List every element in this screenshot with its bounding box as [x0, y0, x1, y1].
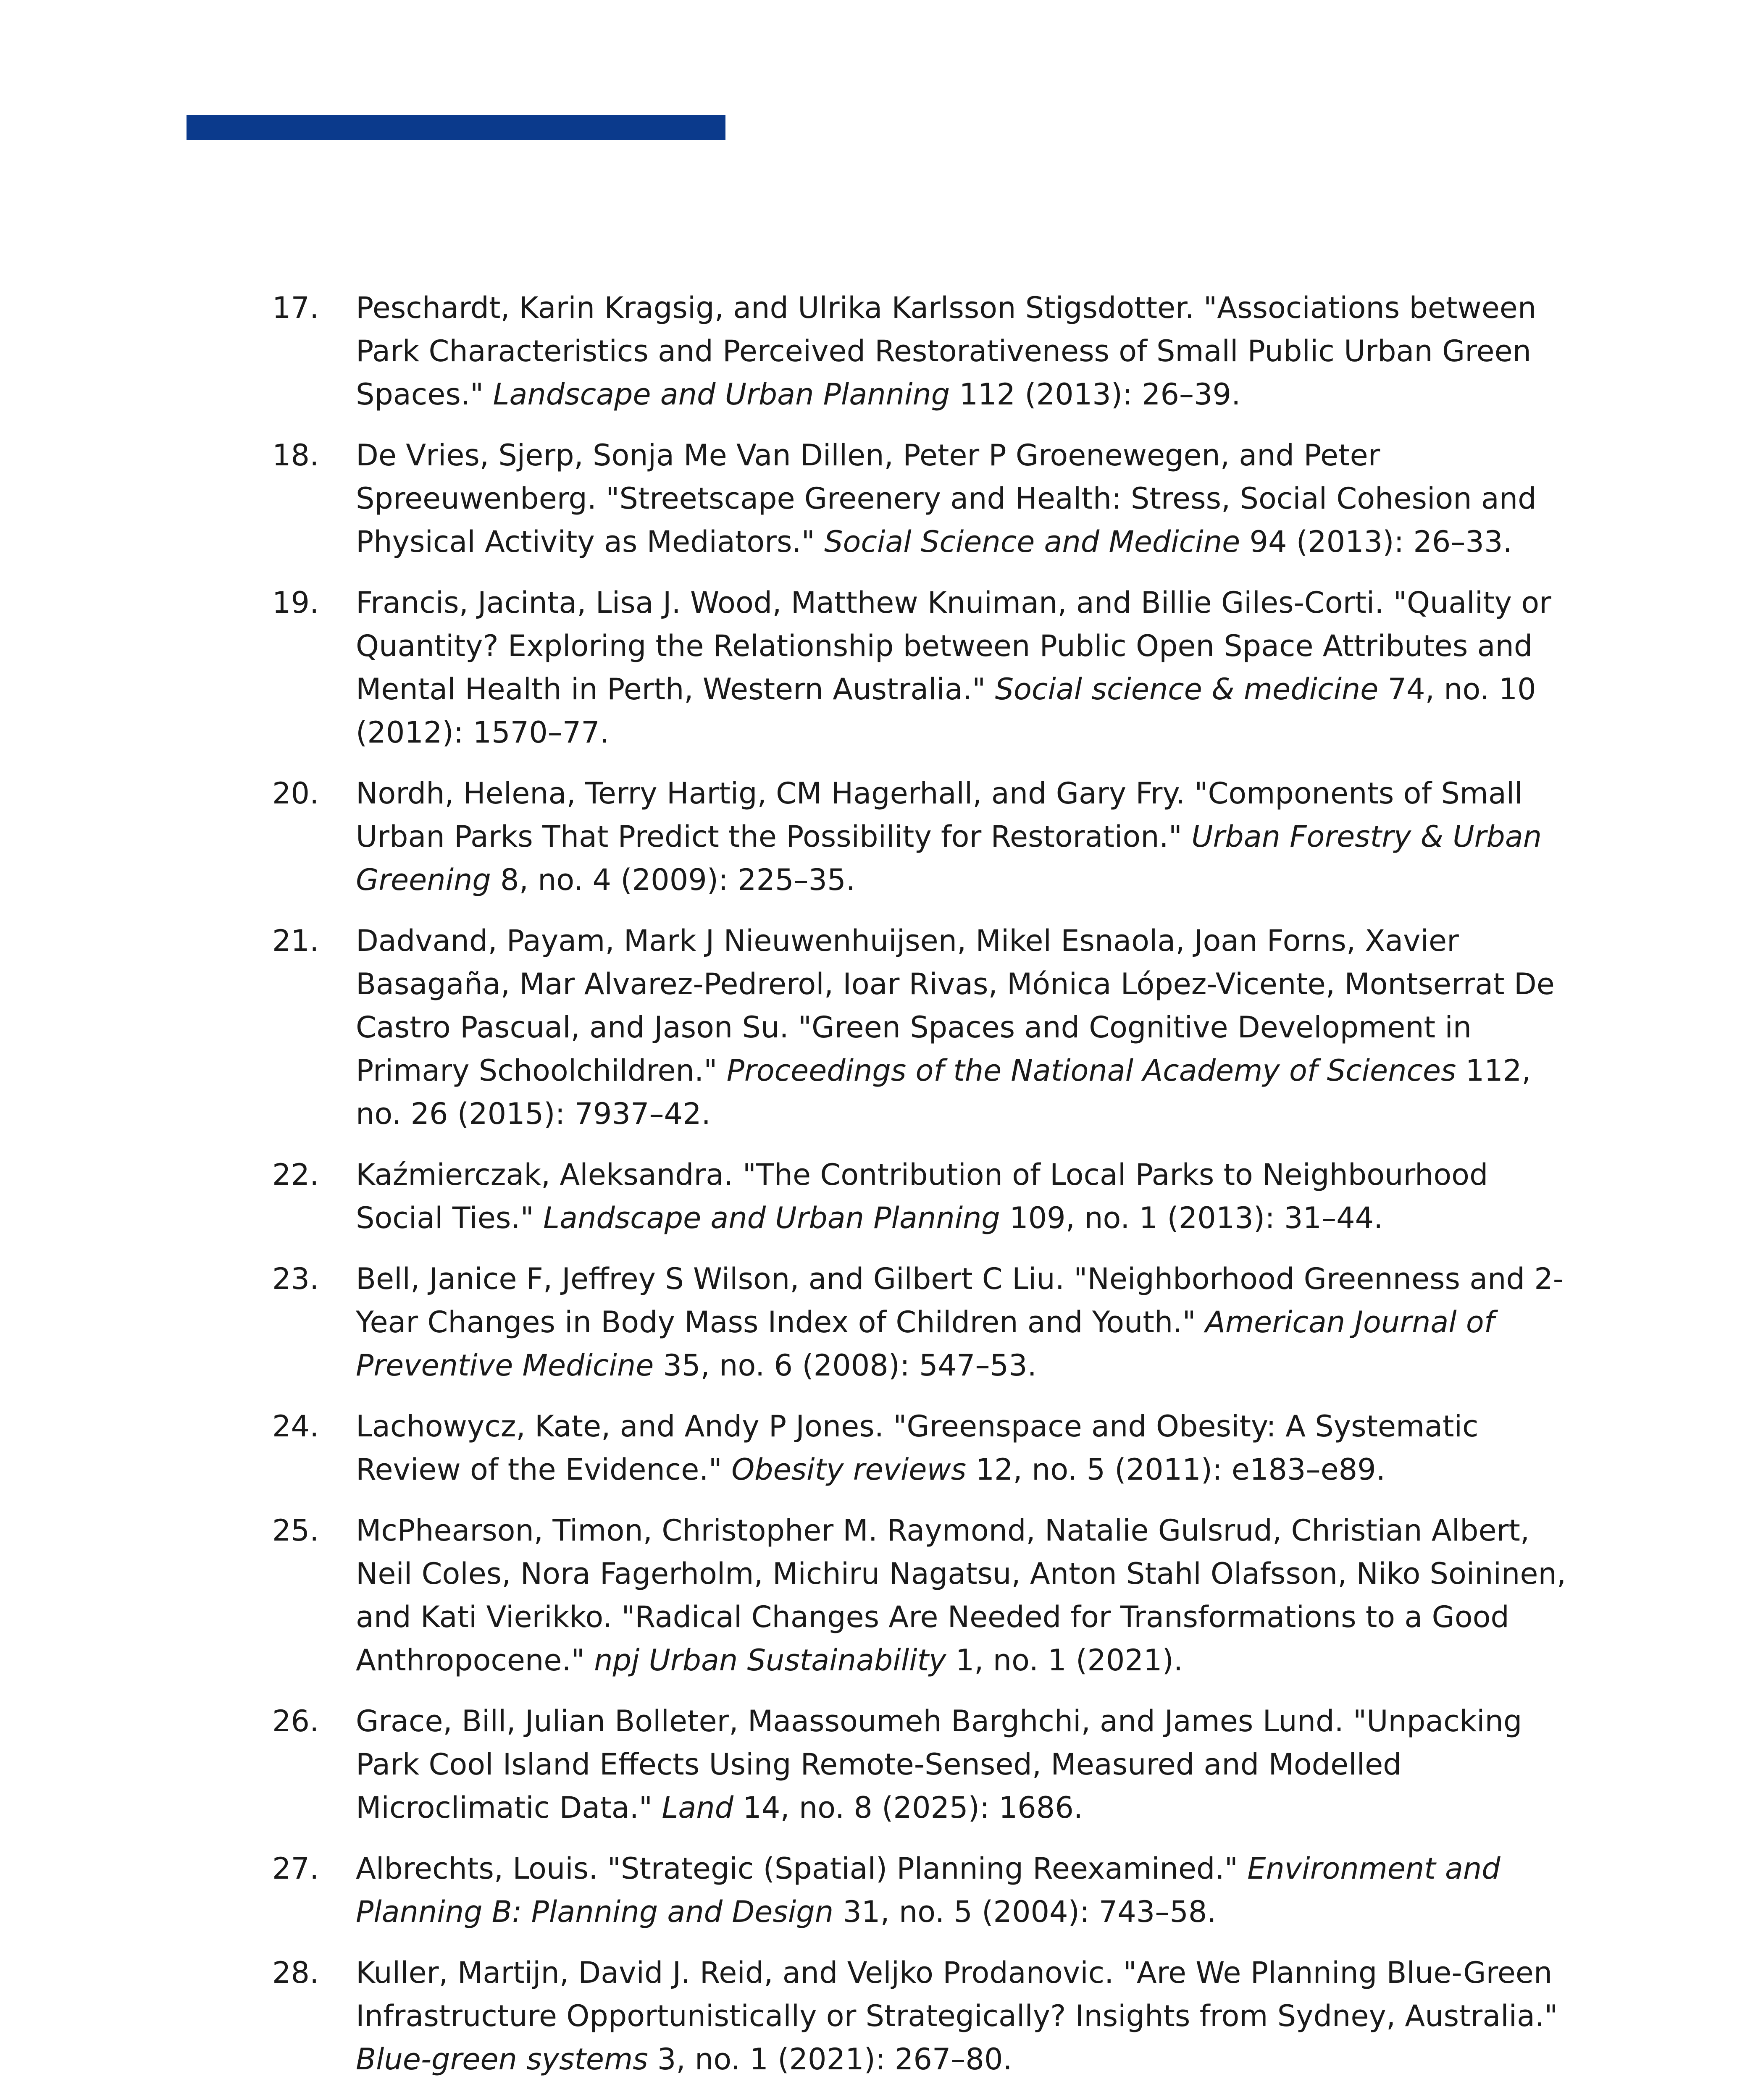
reference-text-segment: 112, no. 26 (2015): 7937–42. — [356, 1053, 1531, 1131]
reference-journal-title: Landscape and Urban Planning — [543, 1201, 1000, 1235]
reference-text — [356, 1262, 1564, 1383]
reference-text-segment: Francis, Jacinta, Lisa J. Wood, Matthew Knuiman, and Billie Giles-Corti. "Quality or Quantity? Exploring the Relationship between Public Open Space Attributes and Mental Health in Perth, Western Australia." — [356, 585, 1551, 706]
reference-number: 25. — [272, 1513, 319, 1548]
reference-number: 23. — [272, 1262, 319, 1296]
reference-text-segment: Albrechts, Louis. "Strategic (Spatial) Planning Reexamined." — [356, 1851, 1248, 1886]
reference-journal-title: Blue-green systems — [356, 2042, 648, 2076]
reference-item — [272, 434, 1570, 564]
reference-text-segment: 112 (2013): 26–39. — [950, 377, 1241, 412]
reference-number: 24. — [272, 1409, 319, 1444]
reference-text — [356, 438, 1537, 559]
reference-journal-title: Proceedings of the National Academy of Sciences — [726, 1053, 1456, 1088]
reference-text — [356, 1513, 1566, 1677]
reference-journal-title: Environment and Planning B: Planning and Design — [356, 1851, 1500, 1929]
reference-item — [272, 1700, 1570, 1830]
reference-text-segment: 1, no. 1 (2021). — [946, 1643, 1183, 1677]
reference-text — [356, 1409, 1479, 1487]
header-accent-bar — [187, 115, 725, 140]
reference-item — [272, 581, 1570, 754]
reference-text-segment: Peschardt, Karin Kragsig, and Ulrika Karlsson Stigsdotter. "Associations between Park Characteristics and Perceived Restorativeness of Small Public Urban Green Spaces." — [356, 291, 1537, 412]
reference-item — [272, 1951, 1570, 2081]
reference-text-segment: Bell, Janice F, Jeffrey S Wilson, and Gilbert C Liu. "Neighborhood Greenness and 2-Year Changes in Body Mass Index of Children and Youth." — [356, 1262, 1564, 1339]
reference-text — [356, 291, 1536, 412]
reference-text-segment: Grace, Bill, Julian Bolleter, Maassoumeh Barghchi, and James Lund. "Unpacking Park Cool Island Effects Using Remote-Sensed, Measured and Modelled Microclimatic Data." — [356, 1704, 1522, 1825]
reference-text-segment: 109, no. 1 (2013): 31–44. — [1000, 1201, 1383, 1235]
reference-text-segment: 74, no. 10 (2012): 1570–77. — [356, 672, 1536, 750]
reference-number: 20. — [272, 776, 319, 811]
reference-text-segment: McPhearson, Timon, Christopher M. Raymond, Natalie Gulsrud, Christian Albert, Neil Coles, Nora Fagerholm, Michiru Nagatsu, Anton Stahl Olafsson, Niko Soininen, and Kati Vierikko. "Radical Changes Are Needed for Transformations to a Good Anthropocene." — [356, 1513, 1566, 1677]
reference-item — [272, 1257, 1570, 1387]
reference-journal-title: npj Urban Sustainability — [594, 1643, 946, 1677]
reference-text-segment: De Vries, Sjerp, Sonja Me Van Dillen, Peter P Groenewegen, and Peter Spreeuwenberg. "Streetscape Greenery and Health: Stress, Social Cohesion and Physical Activity as Mediators." — [356, 438, 1537, 559]
reference-journal-title: Social science & medicine — [995, 672, 1379, 706]
reference-text-segment: 14, no. 8 (2025): 1686. — [733, 1790, 1083, 1825]
reference-text-segment: Kuller, Martijn, David J. Reid, and Veljko Prodanovic. "Are We Planning Blue-Green Infrastructure Opportunistically or Strategically? Insights from Sydney, Australia." — [356, 1956, 1558, 2033]
reference-journal-title: Obesity reviews — [731, 1452, 967, 1487]
reference-item — [272, 1153, 1570, 1240]
reference-number: 17. — [272, 291, 319, 325]
reference-journal-title: Urban Forestry & Urban Greening — [356, 819, 1542, 897]
reference-item — [272, 1847, 1570, 1934]
reference-item — [272, 772, 1570, 902]
reference-number: 28. — [272, 1956, 319, 1990]
reference-list — [272, 286, 1570, 2100]
reference-item — [272, 1509, 1570, 1682]
reference-text-segment: Nordh, Helena, Terry Hartig, CM Hagerhall, and Gary Fry. "Components of Small Urban Parks That Predict the Possibility for Restoration." — [356, 776, 1523, 854]
reference-text-segment: 3, no. 1 (2021): 267–80. — [648, 2042, 1012, 2076]
reference-text — [356, 1851, 1500, 1929]
reference-number: 22. — [272, 1158, 319, 1192]
reference-number: 27. — [272, 1851, 319, 1886]
reference-item — [272, 1405, 1570, 1491]
reference-text-segment: Kaźmierczak, Aleksandra. "The Contribution of Local Parks to Neighbourhood Social Ties." — [356, 1158, 1488, 1235]
reference-text — [356, 1158, 1488, 1235]
reference-text-segment: Dadvand, Payam, Mark J Nieuwenhuijsen, Mikel Esnaola, Joan Forns, Xavier Basagaña, Mar Alvarez-Pedrerol, Ioar Rivas, Mónica López-Vicente, Montserrat De Castro Pascual, and Jason Su. "Green Spaces and Cognitive Development in Primary Schoolchildren." — [356, 924, 1555, 1088]
reference-text — [356, 1704, 1522, 1825]
reference-text — [356, 924, 1555, 1131]
reference-text — [356, 1956, 1558, 2076]
reference-text — [356, 585, 1551, 750]
reference-journal-title: Landscape and Urban Planning — [493, 377, 950, 412]
reference-number: 18. — [272, 438, 319, 472]
reference-text-segment: 8, no. 4 (2009): 225–35. — [491, 863, 855, 897]
reference-text-segment: 31, no. 5 (2004): 743–58. — [833, 1895, 1217, 1929]
reference-journal-title: American Journal of Preventive Medicine — [356, 1305, 1495, 1383]
reference-text-segment: 35, no. 6 (2008): 547–53. — [654, 1348, 1037, 1383]
reference-number: 26. — [272, 1704, 319, 1738]
reference-number: 21. — [272, 924, 319, 958]
reference-text — [356, 776, 1542, 897]
reference-text-segment: Lachowycz, Kate, and Andy P Jones. "Greenspace and Obesity: A Systematic Review of the Evidence." — [356, 1409, 1479, 1487]
reference-number: 19. — [272, 585, 319, 620]
reference-item — [272, 919, 1570, 1136]
reference-journal-title: Land — [662, 1790, 734, 1825]
reference-text-segment: 12, no. 5 (2011): e183–e89. — [966, 1452, 1385, 1487]
reference-item — [272, 286, 1570, 416]
reference-journal-title: Social Science and Medicine — [824, 525, 1240, 559]
reference-text-segment: 94 (2013): 26–33. — [1240, 525, 1512, 559]
